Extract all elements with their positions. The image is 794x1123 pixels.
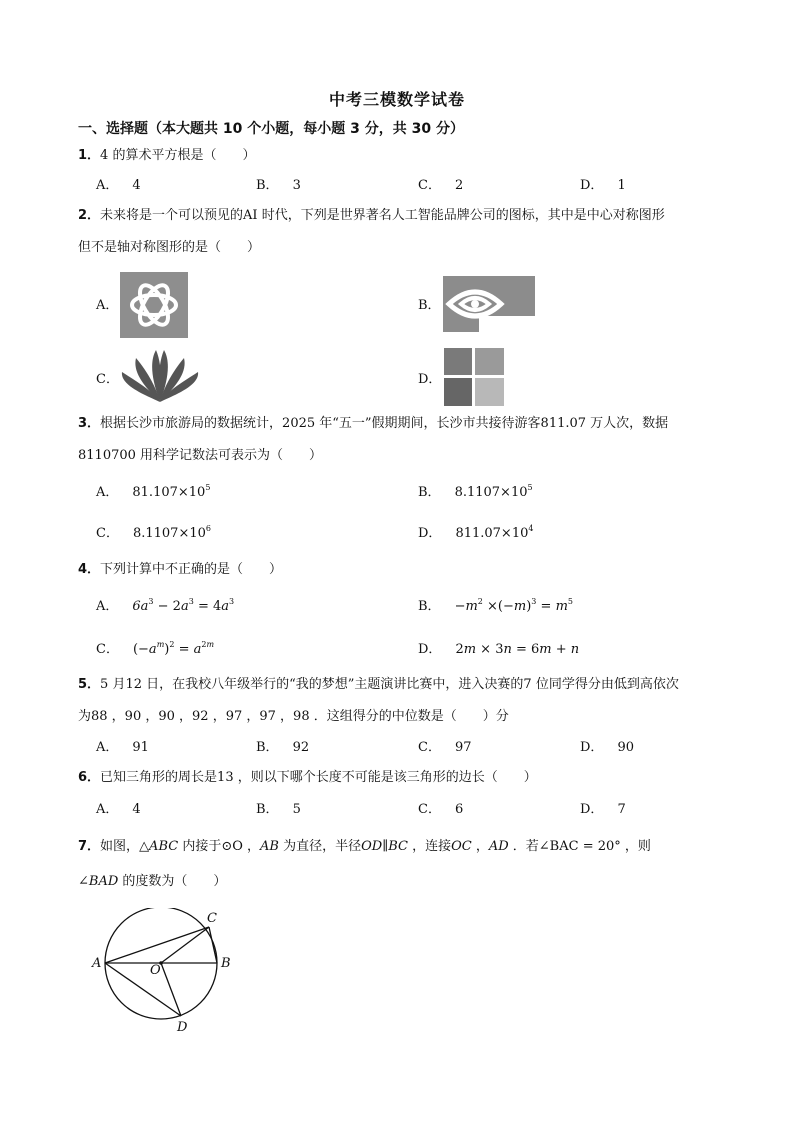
q6-option-a[interactable]: A． 4: [96, 802, 141, 817]
petal-fan-logo-icon[interactable]: [118, 346, 202, 404]
q1-option-d[interactable]: D． 1: [580, 178, 626, 193]
knot-logo-icon[interactable]: [120, 272, 188, 338]
question-6: 6．已知三角形的周长是13 ，则以下哪个长度不可能是该三角形的边长（ ）: [78, 770, 537, 785]
q3-option-d[interactable]: D． $811.07\times 10^4$: [418, 524, 534, 541]
question-5-line2: 为88 ，90 ，90 ，92 ，97 ，97 ，98 ．这组得分的中位数是（ ）分: [78, 709, 509, 724]
q5-option-b[interactable]: B． 92: [256, 740, 310, 755]
q4-option-c[interactable]: C． $(-a^m)^2 = a^{2m}$: [96, 640, 215, 657]
point-label-d: D: [177, 1020, 188, 1035]
point-label-b: B: [221, 956, 231, 971]
page-title: 中考三模数学试卷: [328, 90, 465, 109]
q3-option-a[interactable]: A． $81.107\times 10^5$: [96, 483, 211, 500]
segment-od: [161, 963, 181, 1016]
segment-oc: [161, 927, 209, 963]
q4-option-a[interactable]: A． $6a^3 - 2a^3 = 4a^3$: [96, 597, 235, 614]
question-number: 1．: [78, 148, 101, 163]
circle-geometry-figure: [88, 908, 248, 1036]
q1-option-a[interactable]: A． 4: [96, 178, 141, 193]
question-text: 4 的算术平方根是（ ）: [100, 148, 256, 163]
question-5: 5．5 月12 日，在我校八年级举行的“我的梦想”主题演讲比赛中，进入决赛的7 位同学得分由低到高依次: [78, 677, 679, 692]
q4-option-b[interactable]: B． $-m^2 \times(-m)^3 = m^5$: [418, 597, 573, 614]
eye-logo-icon[interactable]: [443, 276, 535, 332]
q4-option-d[interactable]: D． 2m × 3n = 6m + n: [418, 642, 580, 657]
question-2-line2: 但不是轴对称图形的是（ ）: [78, 240, 261, 255]
q5-option-a[interactable]: A． 91: [96, 740, 149, 755]
q2-option-b-label[interactable]: B．: [418, 298, 441, 313]
question-2: 2．未来将是一个可以预见的AI 时代，下列是世界著名人工智能品牌公司的图标，其中是中心对称图形: [78, 208, 665, 223]
q1-option-c[interactable]: C． 2: [418, 178, 464, 193]
question-3: 3．根据长沙市旅游局的数据统计，2025 年“五一”假期期间，长沙市共接待游客811.07 万人次，数据: [78, 416, 669, 431]
question-4: 4．下列计算中不正确的是（ ）: [78, 562, 283, 577]
q2-option-d-label[interactable]: D．: [418, 372, 442, 387]
q3-option-b[interactable]: B． $8.1107\times 10^5$: [418, 483, 533, 500]
q6-option-b[interactable]: B． 5: [256, 802, 301, 817]
q6-option-d[interactable]: D． 7: [580, 802, 626, 817]
q5-option-d[interactable]: D． 90: [580, 740, 634, 755]
four-squares-logo-icon[interactable]: [444, 348, 504, 406]
point-label-o: O: [150, 963, 161, 978]
question-1: [78, 146, 255, 166]
question-7-line2: ∠BAD 的度数为（ ）: [78, 874, 227, 889]
q1-option-b[interactable]: B． 3: [256, 178, 301, 193]
segment-ad: [105, 963, 181, 1016]
q5-option-c[interactable]: C． 97: [418, 740, 472, 755]
segment-cb: [209, 927, 217, 963]
q6-option-c[interactable]: C． 6: [418, 802, 464, 817]
q2-option-c-label[interactable]: C．: [96, 372, 119, 387]
section-heading: 一、选择题（本大题共 10 个小题，每小题 3 分，共 30 分）: [78, 121, 464, 137]
q3-option-c[interactable]: C． $8.1107\times 10^6$: [96, 524, 211, 541]
q2-option-a-label[interactable]: A．: [96, 298, 119, 313]
question-7: 7．如图，△ABC 内接于⊙O ，AB 为直径，半径OD∥BC ，连接OC ，AD ．若∠BAC = 20° ，则: [78, 839, 651, 854]
segment-ac: [105, 927, 209, 963]
question-3-line2: 8110700 用科学记数法可表示为（ ）: [78, 448, 323, 463]
point-label-c: C: [207, 911, 217, 926]
point-label-a: A: [92, 956, 102, 971]
